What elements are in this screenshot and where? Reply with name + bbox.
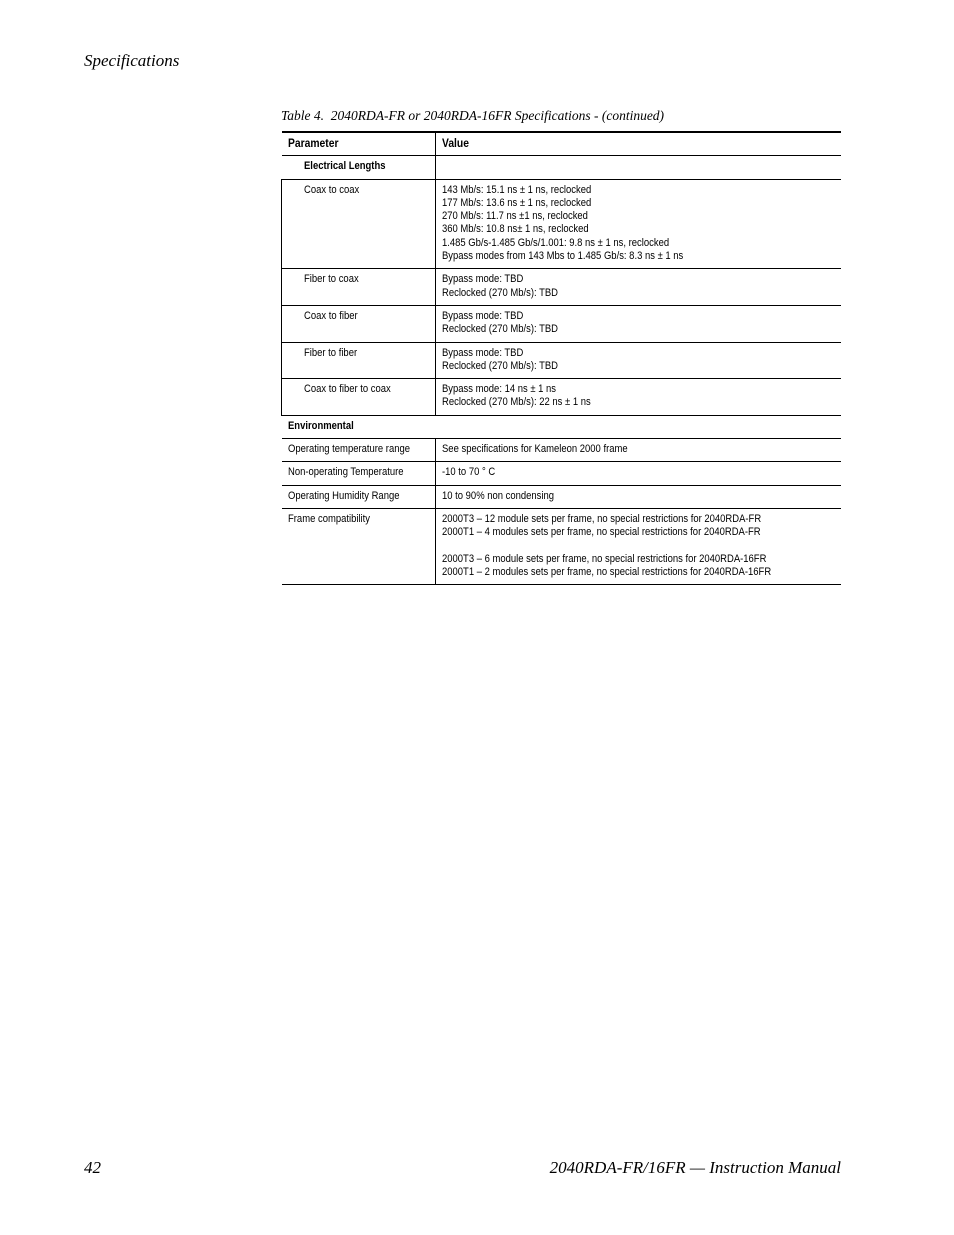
param-cell: Operating temperature range <box>282 439 436 462</box>
table-row <box>282 508 841 584</box>
value-cell: Bypass mode: TBD Reclocked (270 Mb/s): TBD <box>436 342 841 379</box>
table-row <box>282 179 841 269</box>
table-row <box>282 485 841 508</box>
param-cell: Coax to coax <box>282 179 436 269</box>
section-row-electrical <box>282 156 841 179</box>
param-cell: Non-operating Temperature <box>282 462 436 485</box>
value-cell: See specifications for Kameleon 2000 frame <box>436 439 841 462</box>
column-header-parameter: Parameter <box>282 132 436 156</box>
value-cell: Bypass mode: TBD Reclocked (270 Mb/s): TBD <box>436 269 841 306</box>
table-row <box>282 342 841 379</box>
page-number: 42 <box>84 1158 101 1177</box>
value-cell: Bypass mode: 14 ns ± 1 ns Reclocked (270 Mb/s): 22 ns ± 1 ns <box>436 379 841 416</box>
section-title: Electrical Lengths <box>282 156 436 179</box>
table-row <box>282 379 841 416</box>
column-header-value: Value <box>436 132 841 156</box>
table-row <box>282 439 841 462</box>
value-cell: 10 to 90% non condensing <box>436 485 841 508</box>
section-row-environmental <box>282 415 841 438</box>
specifications-table <box>281 131 841 585</box>
value-cell: 143 Mb/s: 15.1 ns ± 1 ns, reclocked 177 Mb/s: 13.6 ns ± 1 ns, reclocked 270 Mb/s: 11.7 ns ±1 ns, reclocked 360 Mb/s: 10.8 ns± 1 ns, reclocked 1.485 Gb/s-1.485 Gb/s/1.001: 9.8 ns ± 1 ns, reclocked Bypass modes from 143 Mbs to 1.485 Gb/s: 8.3 ns ± 1 ns <box>436 179 841 269</box>
table-row <box>282 462 841 485</box>
value-cell: -10 to 70 ° C <box>436 462 841 485</box>
table-row <box>282 305 841 342</box>
table-caption: Table 4. 2040RDA-FR or 2040RDA-16FR Specifications - (continued) <box>281 108 665 123</box>
param-cell: Coax to fiber <box>282 305 436 342</box>
param-cell: Fiber to coax <box>282 269 436 306</box>
value-cell: Bypass mode: TBD Reclocked (270 Mb/s): TBD <box>436 305 841 342</box>
param-cell: Frame compatibility <box>282 508 436 584</box>
param-cell: Operating Humidity Range <box>282 485 436 508</box>
table-header-row <box>282 132 841 156</box>
param-cell: Fiber to fiber <box>282 342 436 379</box>
value-cell: 2000T3 – 12 module sets per frame, no special restrictions for 2040RDA-FR 2000T1 – 4 modules sets per frame, no special restrictions for 2040RDA-FR 2000T3 – 6 module sets per frame, no special restrictions for 2040RDA-16FR 2000T1 – 2 modules sets per frame, no special restrictions for 2040RDA-16FR <box>436 508 841 584</box>
running-head: Specifications <box>84 51 180 70</box>
param-cell: Coax to fiber to coax <box>282 379 436 416</box>
manual-title: 2040RDA-FR/16FR — Instruction Manual <box>549 1158 841 1177</box>
section-title: Environmental <box>282 415 841 438</box>
table-row <box>282 269 841 306</box>
